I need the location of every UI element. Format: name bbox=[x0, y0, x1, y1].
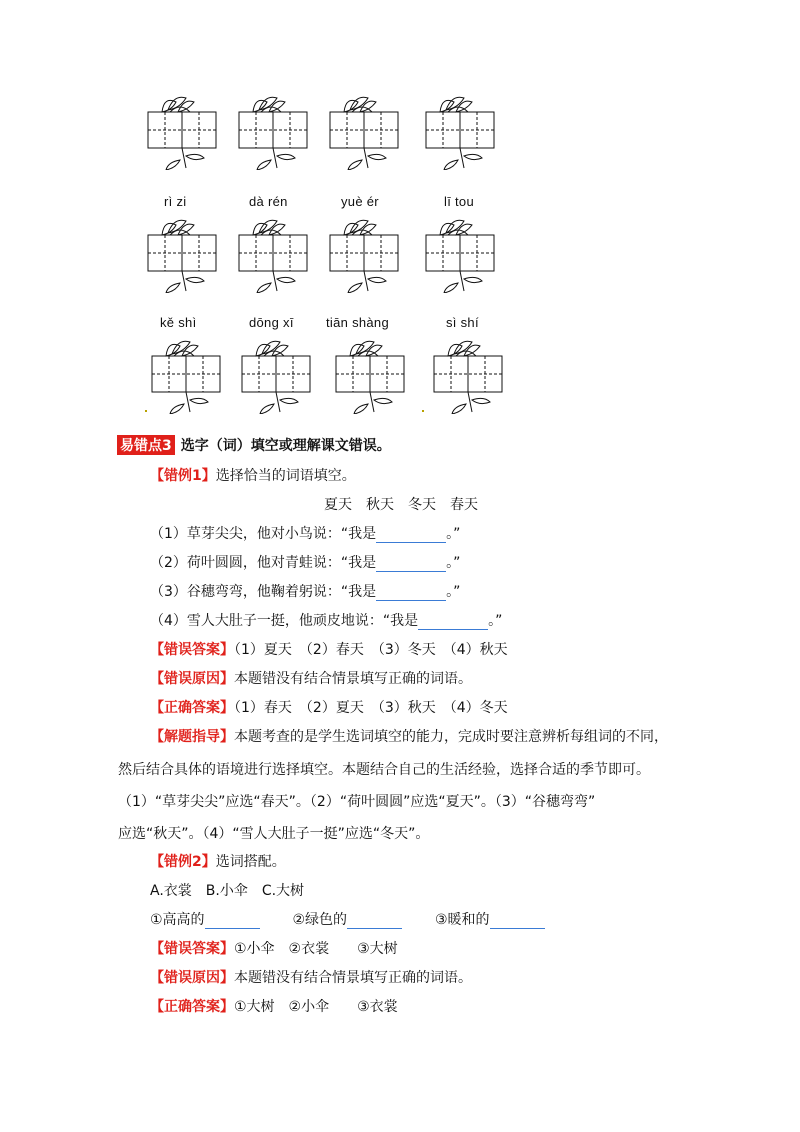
question-2 bbox=[150, 552, 460, 572]
match-row bbox=[150, 909, 545, 929]
match-item-3: ③暖和的 bbox=[434, 912, 490, 928]
error-reason-text: 本题错没有结合情景填写正确的词语。 bbox=[234, 671, 472, 687]
wrong-answer-label: 【错误答案】 bbox=[150, 941, 234, 957]
pinyin-label: yuè ér bbox=[341, 194, 379, 209]
pinyin-label: kě shì bbox=[160, 315, 197, 330]
example-prompt: 选择恰当的词语填空。 bbox=[215, 468, 356, 484]
tian-zi-ge-tile bbox=[324, 213, 404, 293]
pinyin-label: dà rén bbox=[249, 194, 288, 209]
guide-line-2: 然后结合具体的语境进行选择填空。本题结合自己的生活经验，选择合适的季节即可。 bbox=[118, 762, 650, 778]
question-text: （4）雪人大肚子一挺，他顽皮地说：“我是 bbox=[150, 613, 419, 629]
pinyin-label: tiān shàng bbox=[326, 315, 389, 330]
question-3 bbox=[150, 581, 460, 601]
correct-answer-label: 【正确答案】 bbox=[150, 999, 234, 1015]
section-heading bbox=[117, 435, 391, 455]
error-reason-text: 本题错没有结合情景填写正确的词语。 bbox=[234, 970, 472, 986]
question-end: 。” bbox=[446, 584, 461, 600]
answer-blank[interactable] bbox=[376, 528, 446, 543]
question-1 bbox=[150, 523, 460, 543]
pinyin-label: lī tou bbox=[444, 194, 474, 209]
correct-answer-2 bbox=[150, 996, 398, 1016]
wrong-answer-text: ①小伞 ②衣裳 ③大树 bbox=[234, 941, 398, 957]
tian-zi-ge-tile bbox=[233, 213, 313, 293]
tian-zi-ge-tile bbox=[236, 334, 316, 414]
match-item-2: ②绿色的 bbox=[292, 912, 348, 928]
pinyin-label: rì zi bbox=[164, 194, 187, 209]
answer-blank[interactable] bbox=[376, 557, 446, 572]
tian-zi-ge-tile bbox=[233, 90, 313, 170]
error-reason-2 bbox=[150, 967, 472, 987]
example-prompt: 选词搭配。 bbox=[215, 854, 286, 870]
tian-zi-ge-tile bbox=[142, 90, 222, 170]
error-reason-label: 【错误原因】 bbox=[150, 970, 234, 986]
tian-zi-ge-tile bbox=[428, 334, 508, 414]
tian-zi-ge-tile bbox=[420, 213, 500, 293]
question-end: 。” bbox=[446, 555, 461, 571]
error-reason bbox=[150, 668, 472, 688]
pinyin-label: sì shí bbox=[446, 315, 479, 330]
correct-answer-text: （1）春天 （2）夏天 （3）秋天 （4）冬天 bbox=[234, 700, 508, 716]
tian-zi-ge-tile bbox=[142, 213, 222, 293]
answer-blank[interactable] bbox=[418, 615, 488, 630]
question-text: （2）荷叶圆圆，他对青蛙说：“我是 bbox=[150, 555, 377, 571]
question-end: 。” bbox=[488, 613, 503, 629]
example-1-heading bbox=[150, 465, 356, 485]
pinyin-label: dōng xī bbox=[249, 315, 294, 330]
answer-blank[interactable] bbox=[347, 914, 402, 929]
question-text: （1）草芽尖尖，他对小鸟说：“我是 bbox=[150, 526, 377, 542]
question-4 bbox=[150, 610, 502, 630]
answer-blank[interactable] bbox=[205, 914, 260, 929]
answer-blank[interactable] bbox=[376, 586, 446, 601]
word-bank: 夏天 秋天 冬天 春天 bbox=[324, 497, 478, 513]
example-label: 【错例2】 bbox=[150, 854, 216, 870]
guide-line-1 bbox=[150, 726, 668, 746]
guide-line-4: 应选“秋天”。（4）“雪人大肚子一挺”应选“冬天”。 bbox=[118, 826, 430, 842]
wrong-answer bbox=[150, 639, 508, 659]
wrong-answer-label: 【错误答案】 bbox=[150, 642, 234, 658]
tian-zi-ge-tile bbox=[146, 334, 226, 414]
tian-zi-ge-tile bbox=[420, 90, 500, 170]
answer-blank[interactable] bbox=[490, 914, 545, 929]
stray-mark bbox=[422, 410, 424, 412]
tian-zi-ge-tile bbox=[330, 334, 410, 414]
error-point-tag: 易错点3 bbox=[117, 435, 175, 455]
guide-label: 【解题指导】 bbox=[150, 729, 234, 745]
correct-answer-label: 【正确答案】 bbox=[150, 700, 234, 716]
example-2-heading bbox=[150, 851, 286, 871]
correct-answer-text: ①大树 ②小伞 ③衣裳 bbox=[234, 999, 398, 1015]
error-reason-label: 【错误原因】 bbox=[150, 671, 234, 687]
option-list: A.衣裳 B.小伞 C.大树 bbox=[150, 883, 305, 899]
wrong-answer-2 bbox=[150, 938, 398, 958]
guide-line-3: （1）“草芽尖尖”应选“春天”。（2）“荷叶圆圆”应选“夏天”。（3）“谷穗弯弯” bbox=[118, 794, 596, 810]
question-text: （3）谷穗弯弯，他鞠着躬说：“我是 bbox=[150, 584, 377, 600]
tian-zi-ge-tile bbox=[324, 90, 404, 170]
example-label: 【错例1】 bbox=[150, 468, 216, 484]
wrong-answer-text: （1）夏天 （2）春天 （3）冬天 （4）秋天 bbox=[234, 642, 508, 658]
section-title: 选字（词）填空或理解课文错误。 bbox=[180, 438, 391, 454]
correct-answer bbox=[150, 697, 508, 717]
guide-text: 本题考查的是学生选词填空的能力，完成时要注意辨析每组词的不同， bbox=[234, 729, 668, 745]
stray-mark bbox=[145, 410, 147, 412]
question-end: 。” bbox=[446, 526, 461, 542]
match-item-1: ①高高的 bbox=[150, 912, 205, 928]
